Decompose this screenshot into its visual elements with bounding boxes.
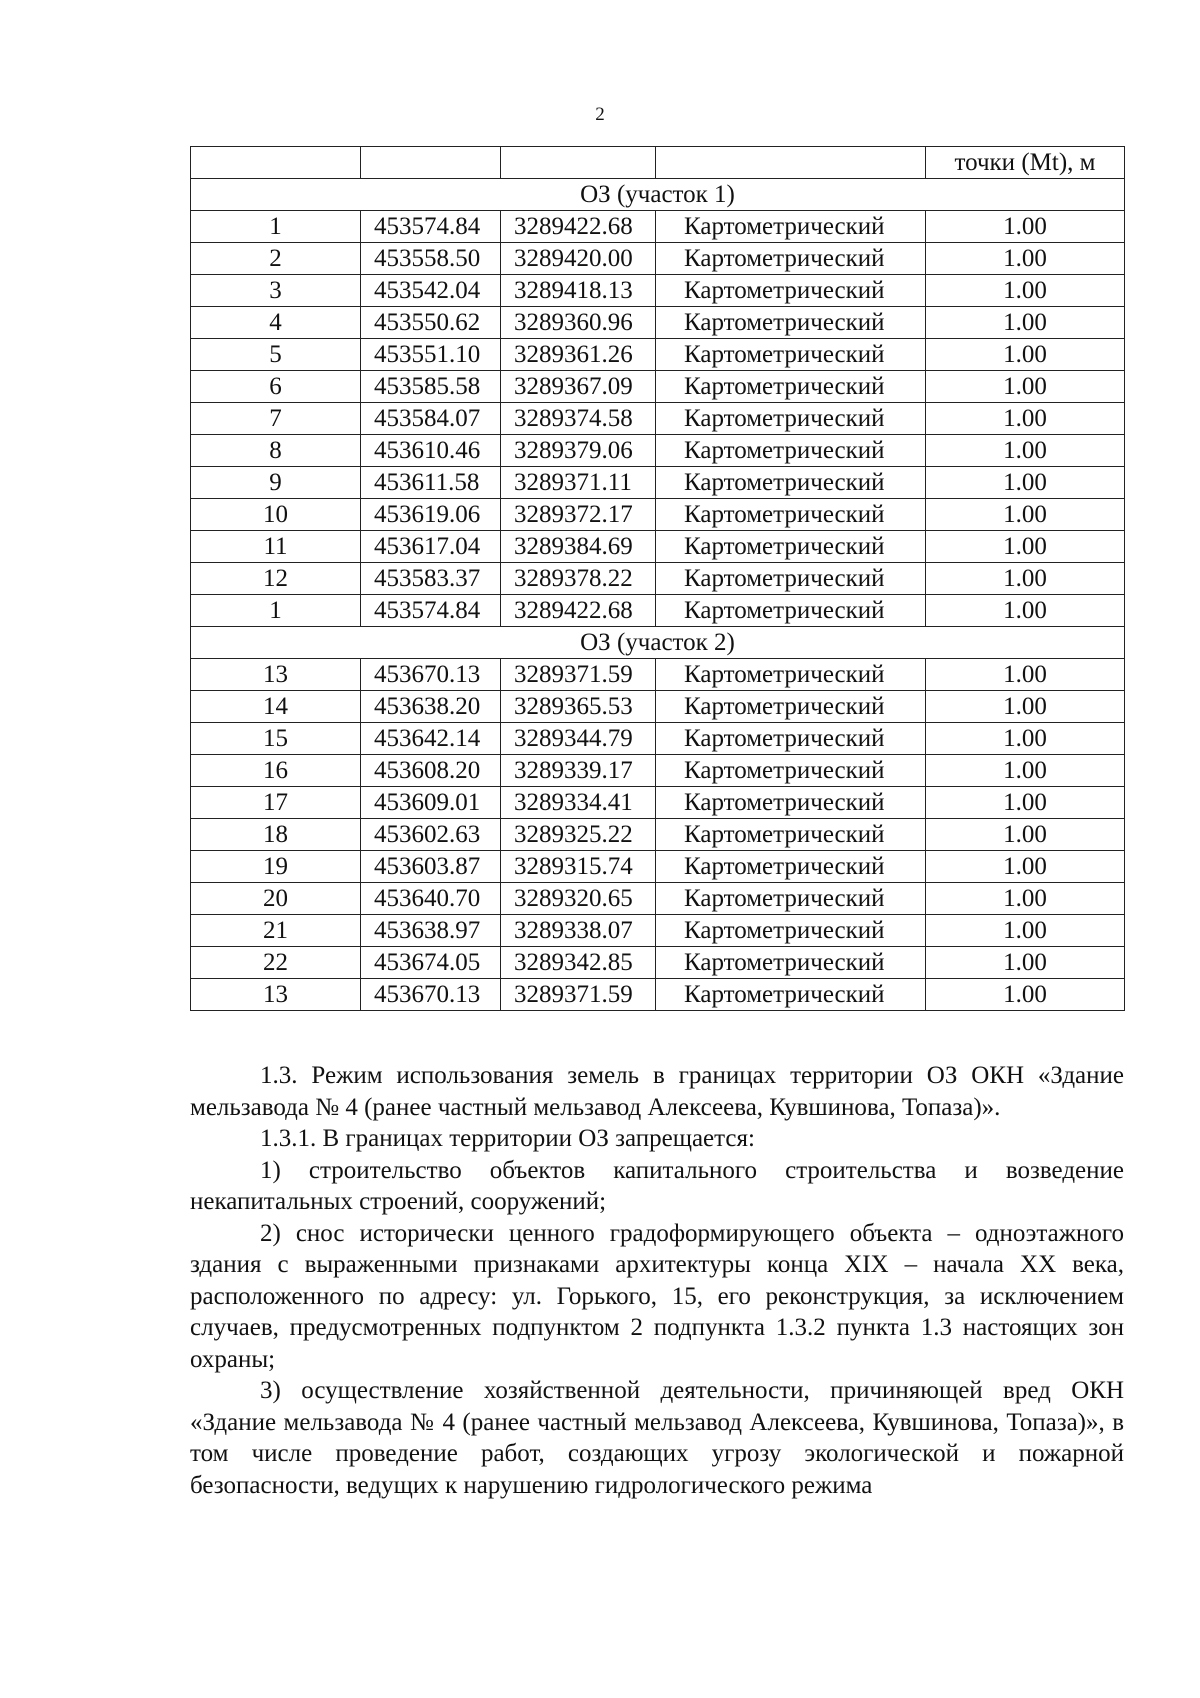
table-row [191, 659, 1125, 691]
cell-method: Картометрический [656, 851, 926, 883]
table-row [191, 531, 1125, 563]
paragraph: 1) строительство объектов капитального строительства и возведение некапитальных строений, сооружений; [190, 1156, 1124, 1215]
cell-y: 3289384.69 [501, 531, 656, 563]
paragraph: 1.3.1. В границах территории ОЗ запрещается: [260, 1125, 755, 1152]
table-row [191, 307, 1125, 339]
cell-y: 3289420.00 [501, 243, 656, 275]
cell-x: 453602.63 [361, 819, 501, 851]
paragraph: 2) снос исторически ценного градоформирующего объекта – одноэтажного здания с выраженными признаками архитектуры конца XIX – начала XX века, расположенного по адресу: ул. Горького, 15, его реконструкция, за исключением случаев, предусмотренных подпунктом 2 подпункта 1.3.2 пункта 1.3 настоящих зон охраны; [190, 1219, 1124, 1373]
cell-x: 453603.87 [361, 851, 501, 883]
cell-method: Картометрический [656, 755, 926, 787]
cell-x: 453585.58 [361, 371, 501, 403]
page-number: 2 [595, 104, 605, 125]
cell-point-number: 17 [191, 787, 361, 819]
table-row [191, 915, 1125, 947]
cell-y: 3289338.07 [501, 915, 656, 947]
cell-point-number: 5 [191, 339, 361, 371]
table-row [191, 275, 1125, 307]
cell-y: 3289374.58 [501, 403, 656, 435]
cell-x: 453583.37 [361, 563, 501, 595]
paragraph: 3) осуществление хозяйственной деятельности, причиняющей вред ОКН «Здание мельзавода № 4 (ранее частный мельзавод Алексеева, Кувшинова, Топаза)», в том числе проведение работ, создающих угрозу экологической и пожарной безопасности, ведущих к нарушению гидрологического режима [190, 1377, 1124, 1499]
cell-accuracy: 1.00 [926, 755, 1125, 787]
cell-accuracy: 1.00 [926, 275, 1125, 307]
cell-y: 3289422.68 [501, 211, 656, 243]
cell-accuracy: 1.00 [926, 211, 1125, 243]
table-row [191, 339, 1125, 371]
cell-accuracy: 1.00 [926, 467, 1125, 499]
table-row [191, 947, 1125, 979]
cell-accuracy: 1.00 [926, 499, 1125, 531]
table-row [191, 499, 1125, 531]
cell-point-number: 9 [191, 467, 361, 499]
cell-method: Картометрический [656, 307, 926, 339]
cell-point-number: 4 [191, 307, 361, 339]
cell-x: 453674.05 [361, 947, 501, 979]
cell-y: 3289339.17 [501, 755, 656, 787]
cell-method: Картометрический [656, 211, 926, 243]
cell-y: 3289360.96 [501, 307, 656, 339]
cell-accuracy: 1.00 [926, 595, 1125, 627]
cell-method: Картометрический [656, 371, 926, 403]
cell-method: Картометрический [656, 467, 926, 499]
cell-x: 453670.13 [361, 659, 501, 691]
cell-accuracy: 1.00 [926, 883, 1125, 915]
table-row [191, 755, 1125, 787]
cell-method: Картометрический [656, 403, 926, 435]
table-row [191, 403, 1125, 435]
cell-accuracy: 1.00 [926, 435, 1125, 467]
cell-point-number: 20 [191, 883, 361, 915]
cell-x: 453542.04 [361, 275, 501, 307]
table-row [191, 435, 1125, 467]
cell-point-number: 10 [191, 499, 361, 531]
cell-accuracy: 1.00 [926, 819, 1125, 851]
cell-x: 453550.62 [361, 307, 501, 339]
cell-point-number: 22 [191, 947, 361, 979]
paragraph: 1.3. Режим использования земель в границах территории ОЗ ОКН «Здание мельзавода № 4 (ранее частный мельзавод Алексеева, Кувшинова, Топаза)». [190, 1062, 1124, 1121]
table-row [191, 819, 1125, 851]
cell-accuracy: 1.00 [926, 531, 1125, 563]
header-cell-point-number [191, 147, 361, 179]
cell-y: 3289365.53 [501, 691, 656, 723]
cell-x: 453584.07 [361, 403, 501, 435]
cell-x: 453608.20 [361, 755, 501, 787]
table-row [191, 243, 1125, 275]
cell-accuracy: 1.00 [926, 339, 1125, 371]
cell-point-number: 1 [191, 211, 361, 243]
table-row [191, 979, 1125, 1011]
cell-x: 453574.84 [361, 211, 501, 243]
cell-method: Картометрический [656, 339, 926, 371]
cell-accuracy: 1.00 [926, 659, 1125, 691]
cell-accuracy: 1.00 [926, 979, 1125, 1011]
cell-point-number: 14 [191, 691, 361, 723]
cell-x: 453551.10 [361, 339, 501, 371]
table-row [191, 595, 1125, 627]
cell-accuracy: 1.00 [926, 787, 1125, 819]
cell-y: 3289344.79 [501, 723, 656, 755]
table-row [191, 563, 1125, 595]
cell-method: Картометрический [656, 531, 926, 563]
cell-method: Картометрический [656, 819, 926, 851]
cell-accuracy: 1.00 [926, 723, 1125, 755]
coordinates-table-body [191, 147, 1125, 1011]
cell-method: Картометрический [656, 691, 926, 723]
cell-y: 3289418.13 [501, 275, 656, 307]
body-text [190, 1060, 1124, 1501]
cell-point-number: 6 [191, 371, 361, 403]
cell-method: Картометрический [656, 499, 926, 531]
table-row [191, 851, 1125, 883]
header-cell-x [361, 147, 501, 179]
cell-point-number: 15 [191, 723, 361, 755]
cell-point-number: 19 [191, 851, 361, 883]
cell-x: 453642.14 [361, 723, 501, 755]
cell-x: 453574.84 [361, 595, 501, 627]
header-cell-y [501, 147, 656, 179]
cell-accuracy: 1.00 [926, 691, 1125, 723]
cell-y: 3289371.59 [501, 979, 656, 1011]
cell-y: 3289378.22 [501, 563, 656, 595]
cell-method: Картометрический [656, 723, 926, 755]
cell-method: Картометрический [656, 787, 926, 819]
cell-point-number: 13 [191, 979, 361, 1011]
cell-x: 453617.04 [361, 531, 501, 563]
cell-accuracy: 1.00 [926, 563, 1125, 595]
cell-y: 3289361.26 [501, 339, 656, 371]
cell-y: 3289334.41 [501, 787, 656, 819]
cell-accuracy: 1.00 [926, 947, 1125, 979]
cell-y: 3289371.59 [501, 659, 656, 691]
cell-method: Картометрический [656, 947, 926, 979]
section-title-row [191, 627, 1125, 659]
cell-accuracy: 1.00 [926, 403, 1125, 435]
table-row [191, 211, 1125, 243]
cell-x: 453638.97 [361, 915, 501, 947]
cell-y: 3289320.65 [501, 883, 656, 915]
cell-y: 3289325.22 [501, 819, 656, 851]
table-row [191, 787, 1125, 819]
section-title: ОЗ (участок 1) [191, 179, 1125, 211]
cell-x: 453619.06 [361, 499, 501, 531]
cell-method: Картометрический [656, 563, 926, 595]
cell-y: 3289315.74 [501, 851, 656, 883]
table-row [191, 723, 1125, 755]
cell-x: 453638.20 [361, 691, 501, 723]
cell-accuracy: 1.00 [926, 371, 1125, 403]
cell-method: Картометрический [656, 275, 926, 307]
cell-point-number: 2 [191, 243, 361, 275]
cell-y: 3289379.06 [501, 435, 656, 467]
cell-method: Картометрический [656, 915, 926, 947]
cell-point-number: 3 [191, 275, 361, 307]
cell-x: 453609.01 [361, 787, 501, 819]
cell-method: Картометрический [656, 595, 926, 627]
cell-method: Картометрический [656, 883, 926, 915]
cell-y: 3289342.85 [501, 947, 656, 979]
cell-method: Картометрический [656, 243, 926, 275]
table-row [191, 467, 1125, 499]
cell-point-number: 13 [191, 659, 361, 691]
table-row [191, 883, 1125, 915]
cell-y: 3289372.17 [501, 499, 656, 531]
cell-point-number: 8 [191, 435, 361, 467]
cell-x: 453558.50 [361, 243, 501, 275]
cell-method: Картометрический [656, 435, 926, 467]
cell-accuracy: 1.00 [926, 915, 1125, 947]
table-row [191, 371, 1125, 403]
cell-x: 453610.46 [361, 435, 501, 467]
cell-x: 453670.13 [361, 979, 501, 1011]
cell-point-number: 11 [191, 531, 361, 563]
cell-accuracy: 1.00 [926, 243, 1125, 275]
cell-accuracy: 1.00 [926, 851, 1125, 883]
cell-y: 3289422.68 [501, 595, 656, 627]
cell-point-number: 21 [191, 915, 361, 947]
cell-method: Картометрический [656, 979, 926, 1011]
cell-y: 3289371.11 [501, 467, 656, 499]
section-title: ОЗ (участок 2) [191, 627, 1125, 659]
cell-x: 453611.58 [361, 467, 501, 499]
cell-point-number: 1 [191, 595, 361, 627]
cell-x: 453640.70 [361, 883, 501, 915]
cell-point-number: 7 [191, 403, 361, 435]
table-row [191, 691, 1125, 723]
cell-accuracy: 1.00 [926, 307, 1125, 339]
coordinates-table [190, 146, 1125, 1011]
cell-method: Картометрический [656, 659, 926, 691]
cell-point-number: 12 [191, 563, 361, 595]
header-cell-method [656, 147, 926, 179]
section-title-row [191, 179, 1125, 211]
cell-y: 3289367.09 [501, 371, 656, 403]
cell-point-number: 18 [191, 819, 361, 851]
header-cell-accuracy: точки (Mt), м [926, 147, 1125, 179]
table-header-row [191, 147, 1125, 179]
cell-point-number: 16 [191, 755, 361, 787]
